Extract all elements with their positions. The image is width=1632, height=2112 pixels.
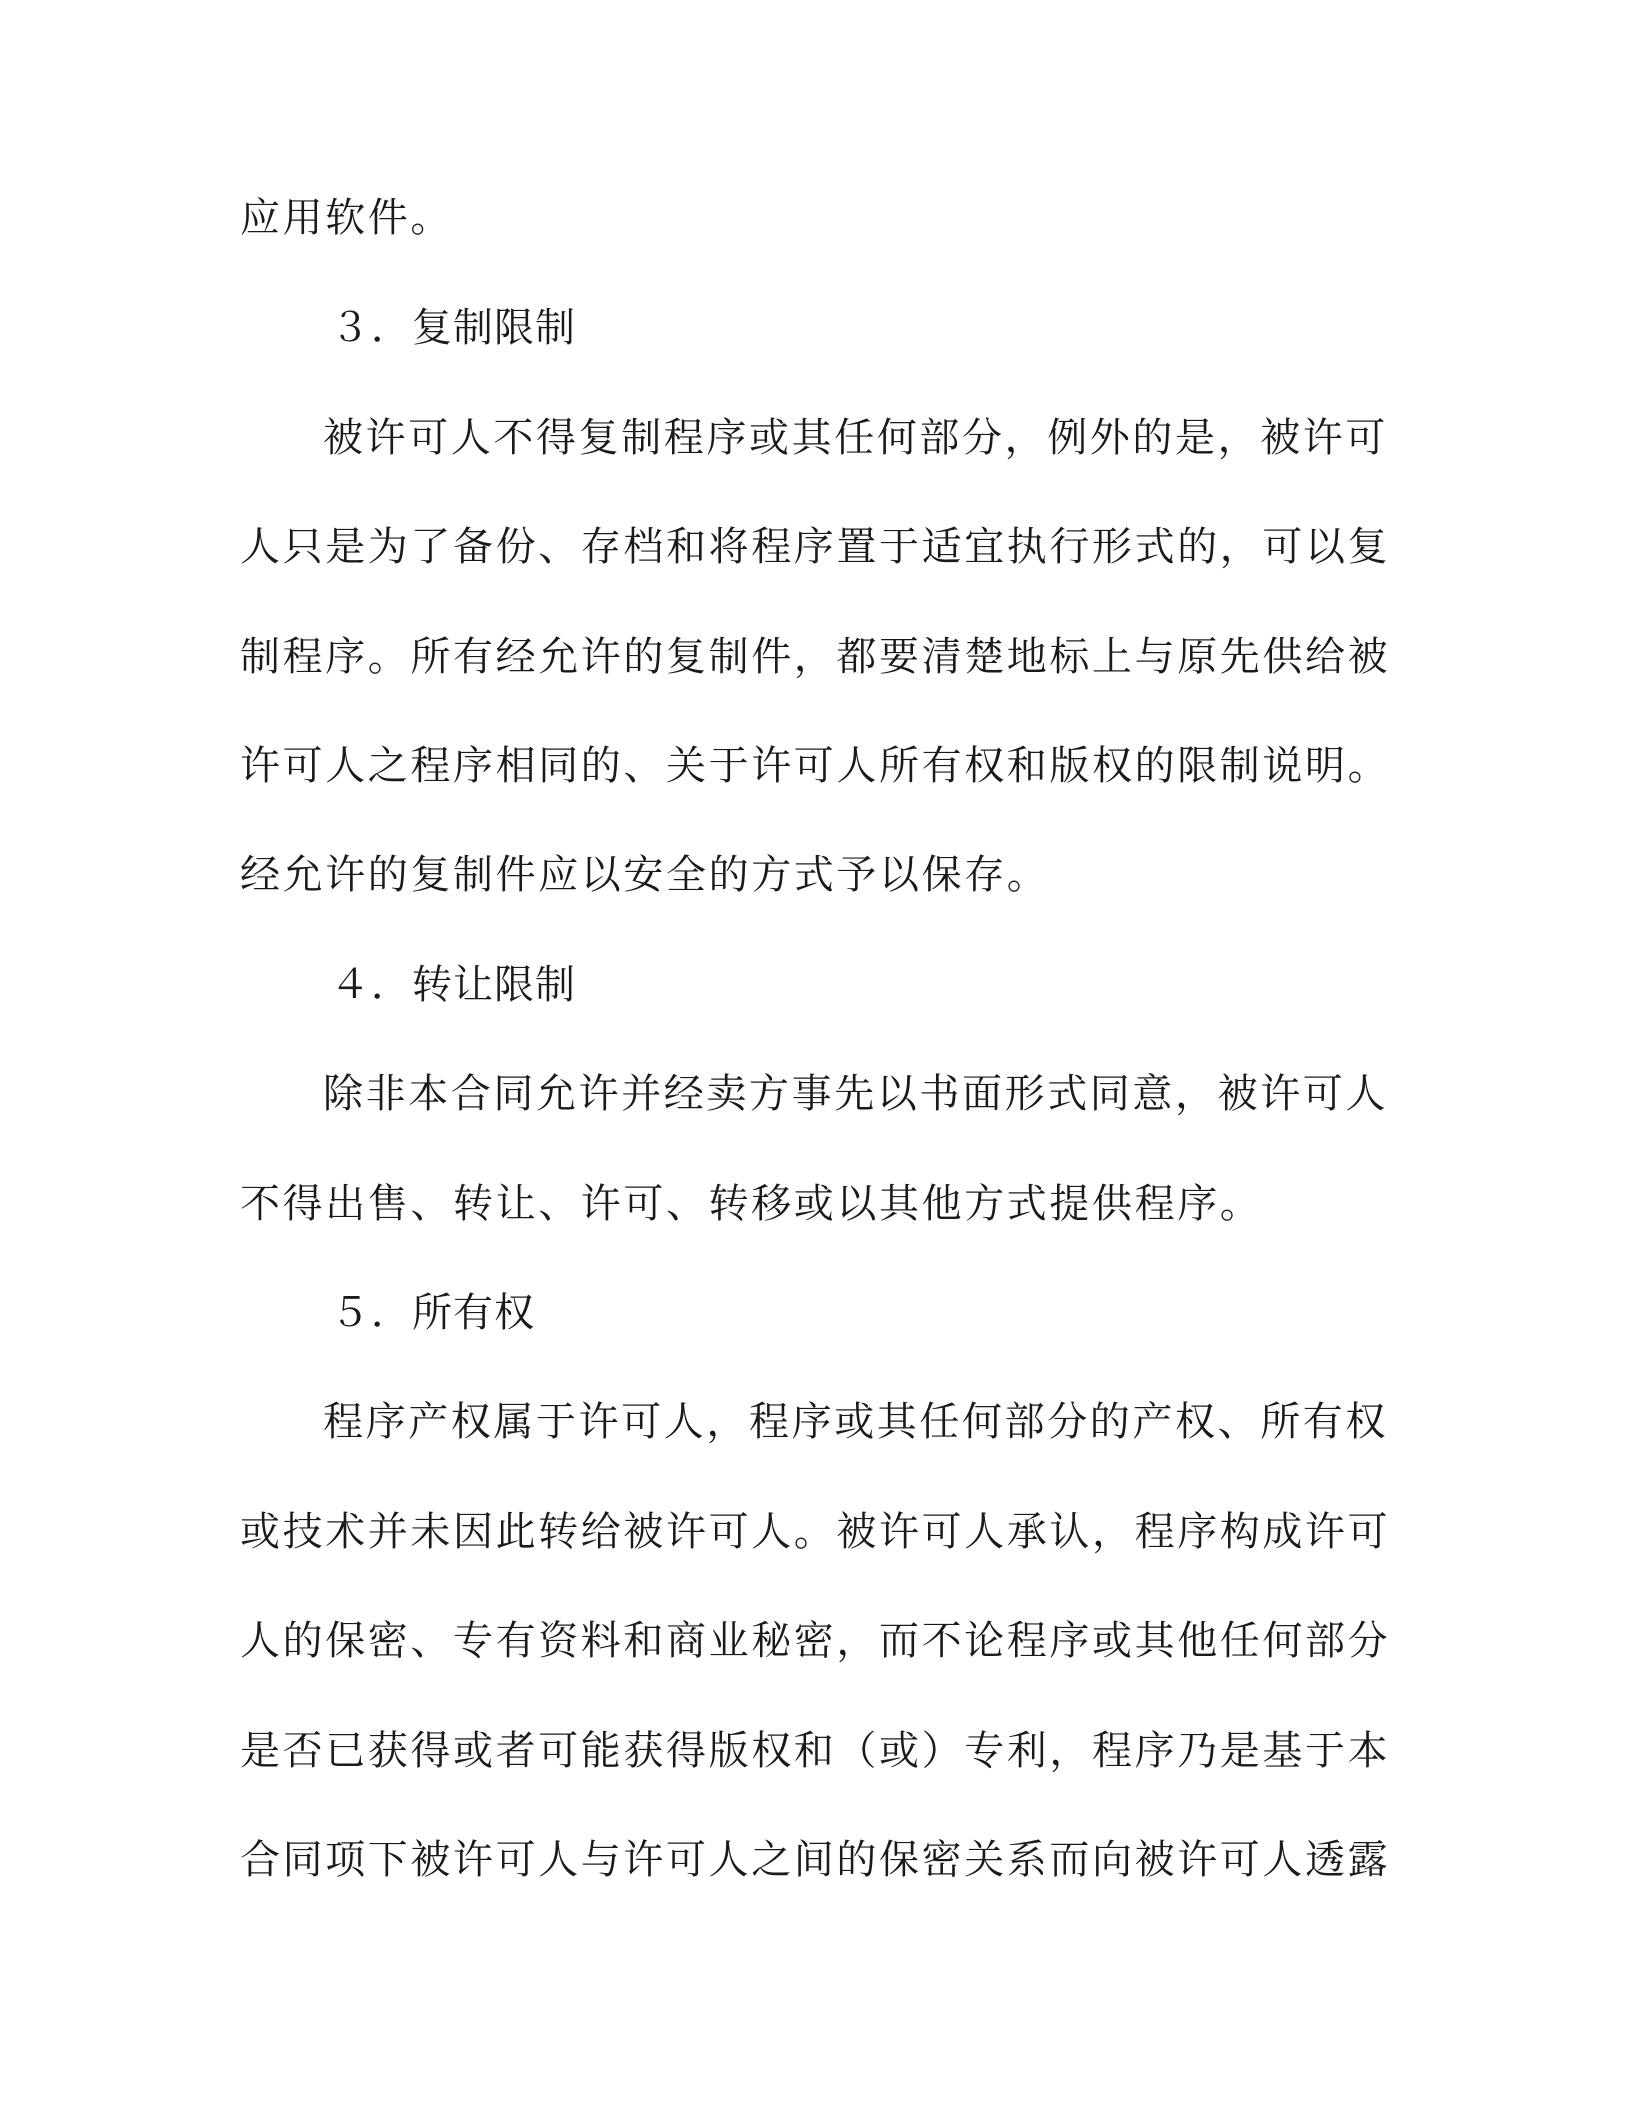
paragraph-line: 不得出售、转让、许可、转移或以其他方式提供程序。 <box>240 1181 1263 1227</box>
paragraph-line: 程序产权属于许可人，程序或其任何部分的产权、所有权 <box>323 1399 1388 1445</box>
paragraph-line: 经允许的复制件应以安全的方式予以保存。 <box>240 852 1050 898</box>
section-heading-transfer-restriction: ４．转让限制 <box>330 962 576 1008</box>
paragraph-line: 合同项下被许可人与许可人之间的保密关系而向被许可人透露 <box>240 1837 1391 1883</box>
paragraph-line: 人只是为了备份、存档和将程序置于适宜执行形式的，可以复 <box>240 524 1391 570</box>
section-heading-ownership: ５．所有权 <box>330 1290 535 1336</box>
paragraph-line: 人的保密、专有资料和商业秘密，而不论程序或其他任何部分 <box>240 1618 1391 1664</box>
paragraph-line: 应用软件。 <box>240 195 453 241</box>
paragraph-line: 或技术并未因此转给被许可人。被许可人承认，程序构成许可 <box>240 1509 1391 1555</box>
paragraph-line: 许可人之程序相同的、关于许可人所有权和版权的限制说明。 <box>240 743 1391 789</box>
paragraph-line: 被许可人不得复制程序或其任何部分，例外的是，被许可 <box>323 415 1388 461</box>
paragraph-line: 制程序。所有经允许的复制件，都要清楚地标上与原先供给被 <box>240 634 1391 680</box>
paragraph-line: 除非本合同允许并经卖方事先以书面形式同意，被许可人 <box>323 1071 1388 1117</box>
paragraph-line: 是否已获得或者可能获得版权和（或）专利，程序乃是基于本 <box>240 1728 1391 1774</box>
section-heading-copy-restriction: ３．复制限制 <box>330 305 576 351</box>
